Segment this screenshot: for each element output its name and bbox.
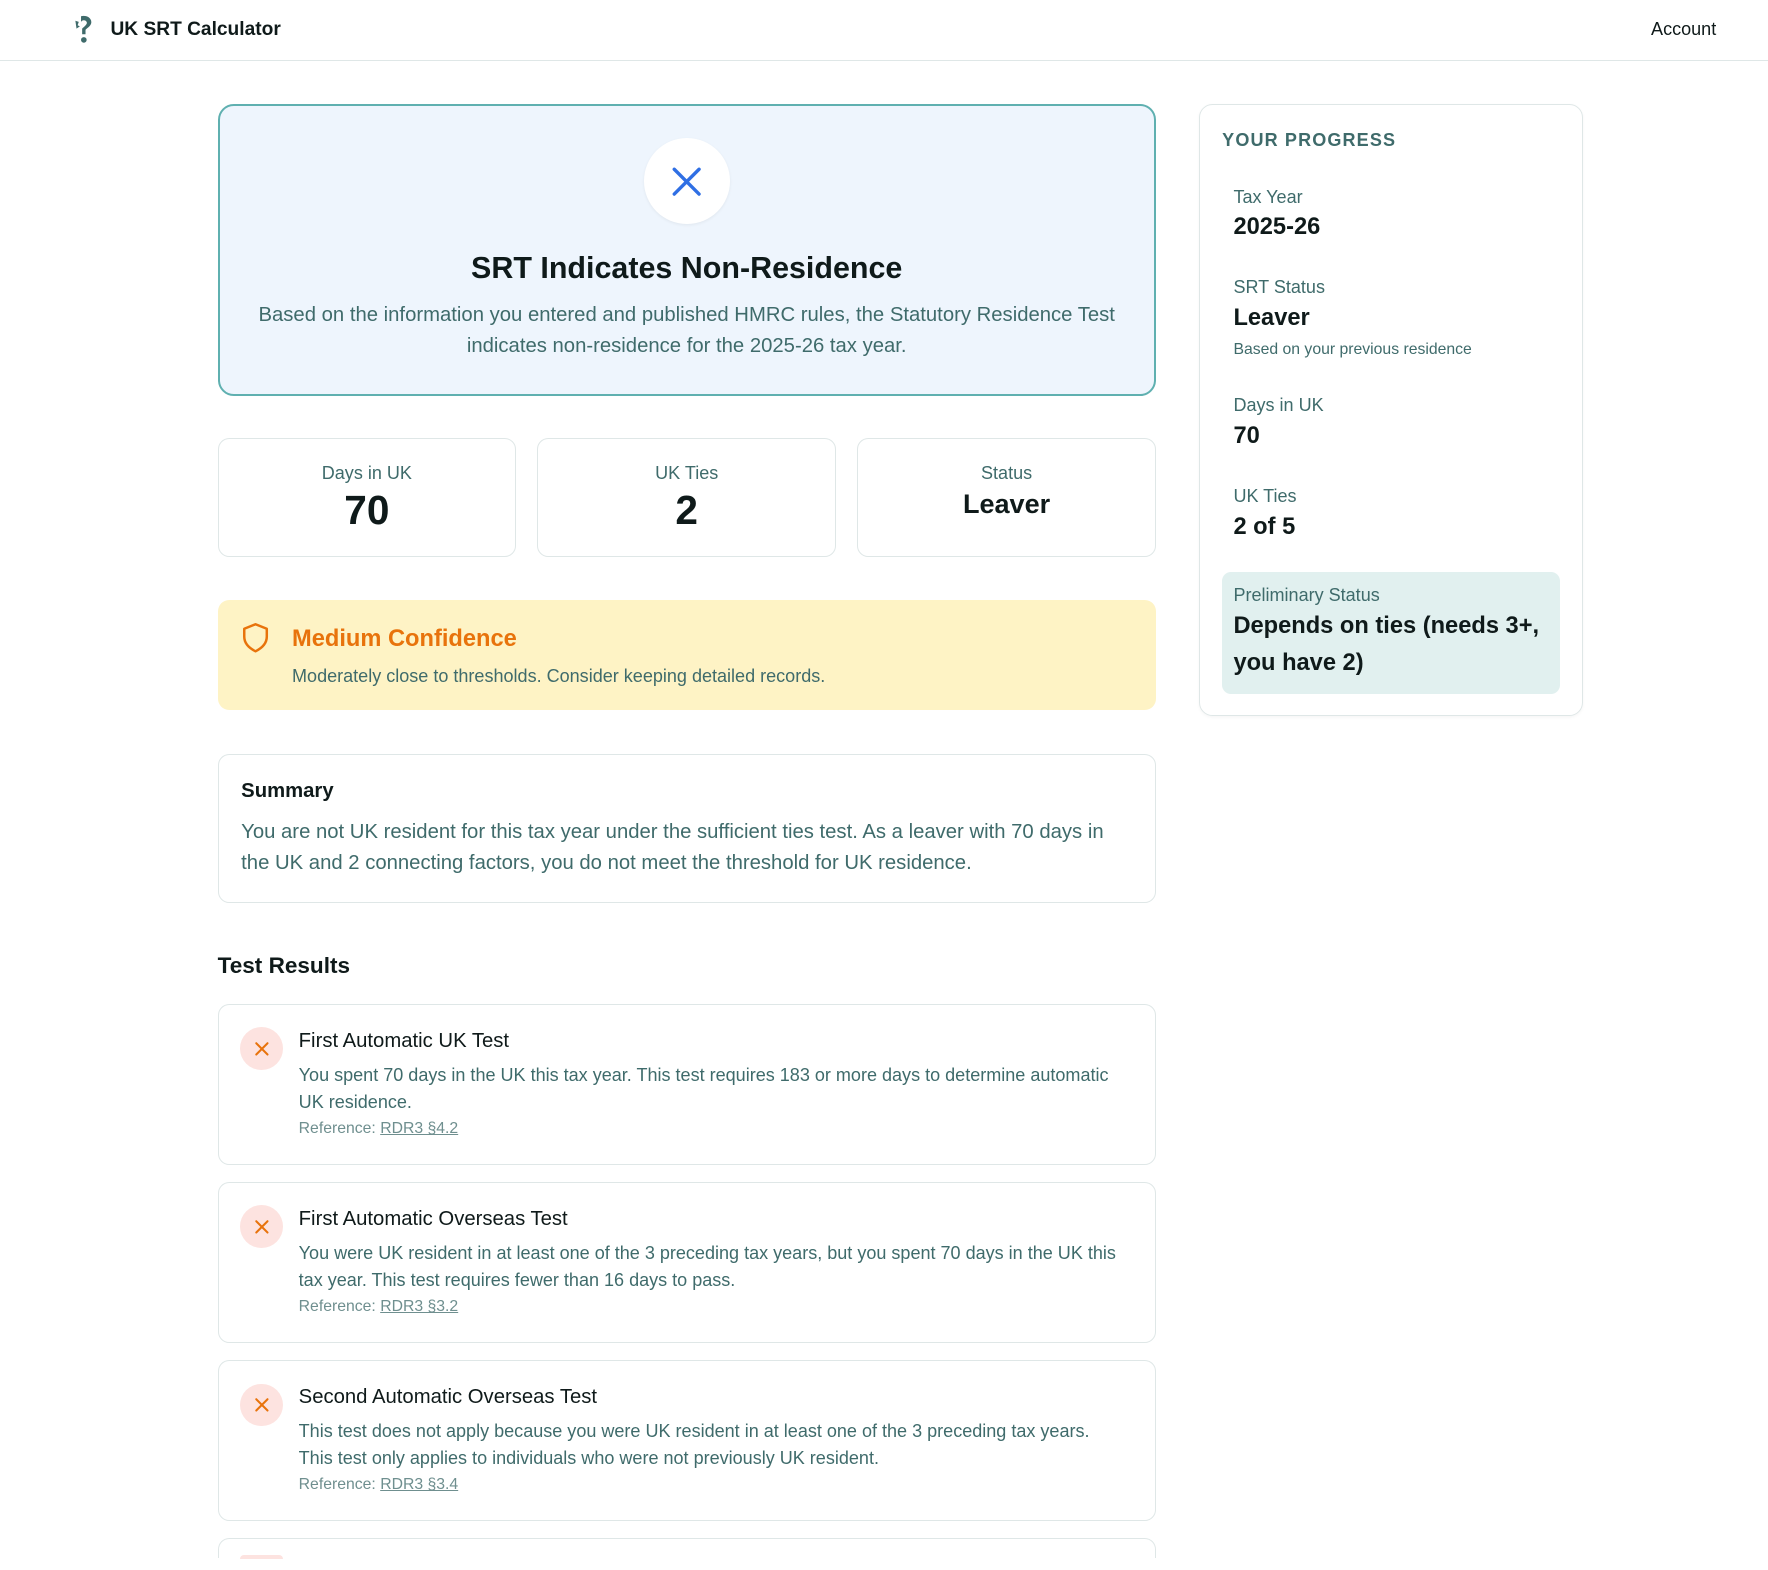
reference-link[interactable]: RDR3 §3.2 [380,1298,459,1316]
summary-text: You are not UK resident for this tax year under the sufficient ties test. As a leaver with 70 days in the UK and 2 connecting factors, you do not meet the threshold for UK residence. [241,820,1104,875]
progress-label: Tax Year [1233,186,1303,207]
stat-label: UK Ties [655,463,719,484]
account-link[interactable]: Account [1651,19,1717,40]
test-title: Second Automatic Overseas Test [298,1385,598,1408]
stat-ties [537,438,835,558]
test-text: You were UK resident in at least one of the 3 preceding tax years, but you spent 70 days in the UK this tax year. This test requires fewer than 16 days to pass. [298,1242,1116,1290]
summary-card [218,754,1156,903]
test-results-heading: Test Results [217,952,351,978]
stat-days [218,438,516,558]
confidence-text: Moderately close to thresholds. Consider keeping detailed records. [292,666,826,687]
preliminary-status [1222,572,1559,693]
close-icon [644,138,730,224]
reference-label: Reference: [298,1120,376,1138]
test-result-card-partial [218,1538,1156,1558]
progress-tax-year [1222,187,1559,242]
progress-value: Leaver [1233,305,1310,332]
progress-sidebar [1199,104,1584,716]
stat-value: 70 [344,486,390,533]
progress-ties [1222,486,1559,541]
test-result-card [218,1360,1156,1521]
reference-link[interactable]: RDR3 §3.4 [380,1476,459,1494]
uk-map-question-logo-icon [72,14,97,46]
progress-srt-status [1222,277,1559,359]
results-main [218,104,1156,1559]
progress-label: Preliminary Status [1233,584,1380,605]
progress-heading: YOUR PROGRESS [1222,129,1397,150]
result-description: Based on the information you entered and published HMRC rules, the Statutory Residence Test indicates non-residence for the 2025-26 tax year. [258,303,1115,358]
result-hero [218,104,1156,396]
stat-label: Days in UK [321,463,412,484]
progress-days [1222,395,1559,450]
test-result-card [218,1004,1156,1165]
summary-title: Summary [241,780,334,803]
test-title: First Automatic Overseas Test [298,1207,568,1230]
progress-label: SRT Status [1233,277,1325,298]
progress-label: Days in UK [1233,395,1324,416]
progress-note: Based on your previous residence [1233,341,1472,359]
result-title: SRT Indicates Non-Residence [471,251,903,286]
test-result-card [218,1182,1156,1343]
test-text: This test does not apply because you were UK resident in at least one of the 3 preceding tax years. This test only applies to individuals who were not previously UK resident. [298,1420,1090,1468]
test-text: You spent 70 days in the UK this tax year. This test requires 183 or more days to determine automatic UK residence. [298,1064,1109,1112]
progress-value: 2025-26 [1233,214,1321,241]
confidence-title: Medium Confidence [292,625,517,652]
top-bar [0,0,1768,61]
progress-value: 2 of 5 [1233,513,1296,540]
stat-label: Status [981,463,1033,484]
app-title[interactable]: UK SRT Calculator [110,18,281,40]
stat-value: 2 [675,486,698,533]
reference-label: Reference: [298,1476,376,1494]
confidence-banner [218,600,1156,711]
fail-icon [240,1205,283,1248]
progress-value: Depends on ties (needs 3+, you have 2) [1233,613,1540,677]
progress-label: UK Ties [1233,486,1297,507]
stat-status [857,438,1155,558]
fail-icon [240,1555,283,1560]
stat-value: Leaver [962,488,1051,519]
test-title: First Automatic UK Test [298,1029,510,1052]
progress-value: 70 [1233,423,1260,450]
stats-row [218,438,1156,558]
shield-icon [242,622,269,654]
fail-icon [240,1384,283,1427]
fail-icon [240,1027,283,1070]
reference-label: Reference: [298,1298,376,1316]
reference-link[interactable]: RDR3 §4.2 [380,1120,459,1138]
